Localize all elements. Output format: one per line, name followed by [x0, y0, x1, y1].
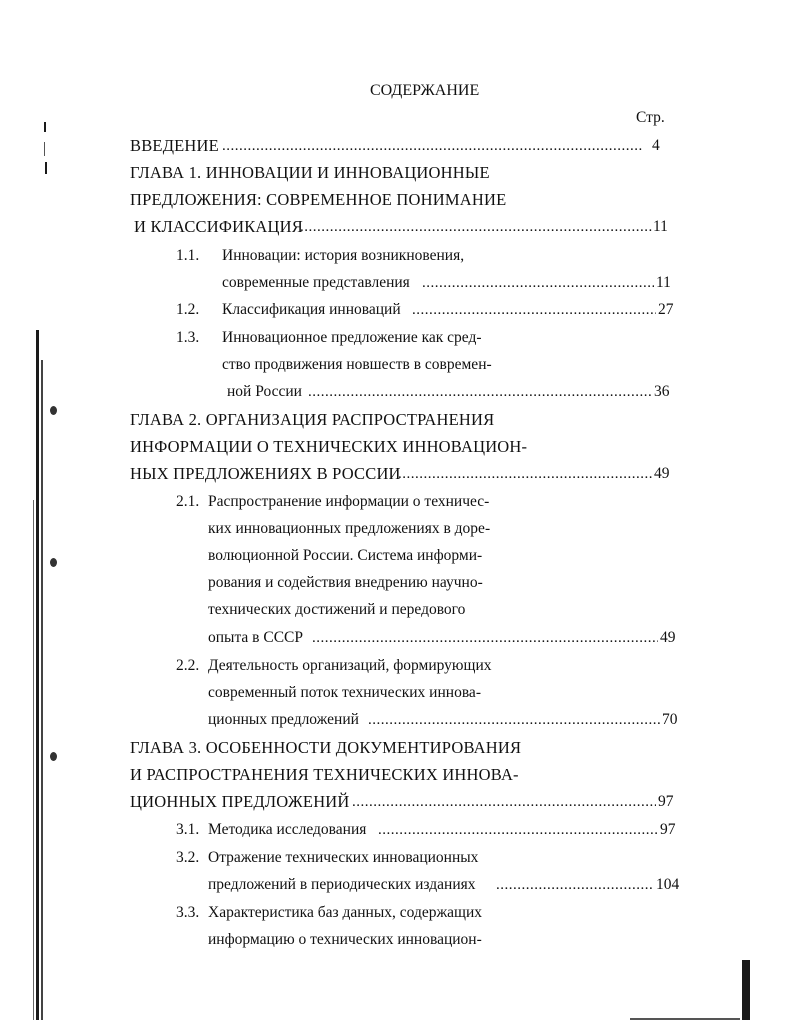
- scan-edge-line: [36, 330, 39, 1020]
- scan-mark: [44, 142, 45, 156]
- toc-section-1-3-line2: ство продвижения новшеств в современ-: [222, 356, 492, 373]
- toc-chapter1-line1: ГЛАВА 1. ИННОВАЦИИ И ИННОВАЦИОННЫЕ: [130, 163, 490, 182]
- page-column-header: Стр.: [636, 109, 665, 126]
- toc-section-2-1-line3: волюционной России. Система информи-: [208, 547, 483, 564]
- toc-section-2-1-line1: Распространение информации о техничес-: [208, 493, 490, 510]
- leader-dots: [378, 821, 658, 839]
- leader-dots: [308, 383, 652, 401]
- toc-section-2-1-line2: ких инновационных предложениях в доре-: [208, 520, 491, 537]
- toc-section-number: 2.1.: [176, 493, 200, 510]
- leader-dots: [222, 137, 642, 155]
- leader-dots: [398, 465, 652, 483]
- toc-section-2-1-line5: технических достижений и передового: [208, 601, 466, 618]
- toc-section-number: 3.1.: [176, 821, 200, 838]
- toc-section-3-2-page: 104: [656, 876, 680, 893]
- toc-chapter3-line2: И РАСПРОСТРАНЕНИЯ ТЕХНИЧЕСКИХ ИННОВА-: [130, 765, 519, 784]
- toc-section-number: 1.1.: [176, 247, 200, 264]
- punch-hole-mark: [50, 558, 57, 567]
- toc-section-number: 3.2.: [176, 849, 200, 866]
- toc-section-1-1-line1: Инновации: история возникновения,: [222, 247, 465, 264]
- toc-chapter2-line3: НЫХ ПРЕДЛОЖЕНИЯХ В РОССИИ: [130, 464, 401, 483]
- scan-edge-line: [41, 360, 43, 1020]
- toc-section-2-2-page: 70: [662, 711, 678, 728]
- toc-section-1-1-page: 11: [656, 274, 671, 291]
- toc-chapter1-page: 11: [653, 218, 668, 235]
- toc-intro-label: ВВЕДЕНИЕ: [130, 136, 219, 155]
- leader-dots: [496, 876, 654, 894]
- page-title: СОДЕРЖАНИЕ: [370, 82, 480, 99]
- toc-chapter3-line1: ГЛАВА 3. ОСОБЕННОСТИ ДОКУМЕНТИРОВАНИЯ: [130, 738, 522, 757]
- toc-chapter2-line2: ИНФОРМАЦИИ О ТЕХНИЧЕСКИХ ИННОВАЦИОН-: [130, 437, 528, 456]
- leader-dots: [412, 301, 656, 319]
- toc-section-1-3-line3: ной России: [227, 383, 302, 400]
- leader-dots: [368, 711, 660, 729]
- toc-section-number: 1.3.: [176, 329, 200, 346]
- toc-chapter2-line1: ГЛАВА 2. ОРГАНИЗАЦИЯ РАСПРОСТРАНЕНИЯ: [130, 410, 495, 429]
- toc-section-number: 3.3.: [176, 904, 200, 921]
- toc-section-3-2-line2: предложений в периодических изданиях: [208, 876, 476, 893]
- toc-section-2-2-line1: Деятельность организаций, формирующих: [208, 657, 492, 674]
- toc-chapter1-line3: И КЛАССИФИКАЦИЯ: [134, 217, 303, 236]
- leader-dots: [352, 793, 656, 811]
- punch-hole-mark: [50, 406, 57, 415]
- leader-dots: [312, 629, 658, 647]
- toc-section-2-1-page: 49: [660, 629, 676, 646]
- toc-section-1-2-line1: Классификация инноваций: [222, 301, 401, 318]
- toc-section-number: 1.2.: [176, 301, 200, 318]
- leader-dots: [422, 274, 654, 292]
- toc-chapter2-page: 49: [654, 465, 670, 482]
- toc-chapter3-page: 97: [658, 793, 674, 810]
- scan-edge-line: [33, 500, 34, 1020]
- scan-mark: [44, 122, 46, 132]
- punch-hole-mark: [50, 752, 57, 761]
- scan-bottom-line: [630, 1018, 740, 1020]
- toc-section-2-2-line2: современный поток технических иннова-: [208, 684, 481, 701]
- scan-mark: [45, 162, 47, 174]
- toc-section-1-2-page: 27: [658, 301, 674, 318]
- toc-section-1-1-line2: современные представления: [222, 274, 410, 291]
- toc-intro-page: 4: [652, 137, 660, 154]
- leader-dots: [300, 218, 652, 236]
- toc-section-2-1-line6: опыта в СССР: [208, 629, 304, 646]
- scan-corner-mark: [742, 960, 750, 1020]
- toc-chapter3-line3: ЦИОННЫХ ПРЕДЛОЖЕНИЙ: [130, 792, 350, 811]
- toc-section-1-3-page: 36: [654, 383, 670, 400]
- toc-section-2-2-line3: ционных предложений: [208, 711, 359, 728]
- toc-section-2-1-line4: рования и содействия внедрению научно-: [208, 574, 483, 591]
- toc-section-3-3-line2: информацию о технических инновацион-: [208, 931, 482, 948]
- toc-section-3-2-line1: Отражение технических инновационных: [208, 849, 479, 866]
- toc-section-3-1-line1: Методика исследования: [208, 821, 367, 838]
- toc-section-1-3-line1: Инновационное предложение как сред-: [222, 329, 482, 346]
- toc-section-3-3-line1: Характеристика баз данных, содержащих: [208, 904, 483, 921]
- toc-chapter1-line2: ПРЕДЛОЖЕНИЯ: СОВРЕМЕННОЕ ПОНИМАНИЕ: [130, 190, 507, 209]
- toc-section-number: 2.2.: [176, 657, 200, 674]
- toc-section-3-1-page: 97: [660, 821, 676, 838]
